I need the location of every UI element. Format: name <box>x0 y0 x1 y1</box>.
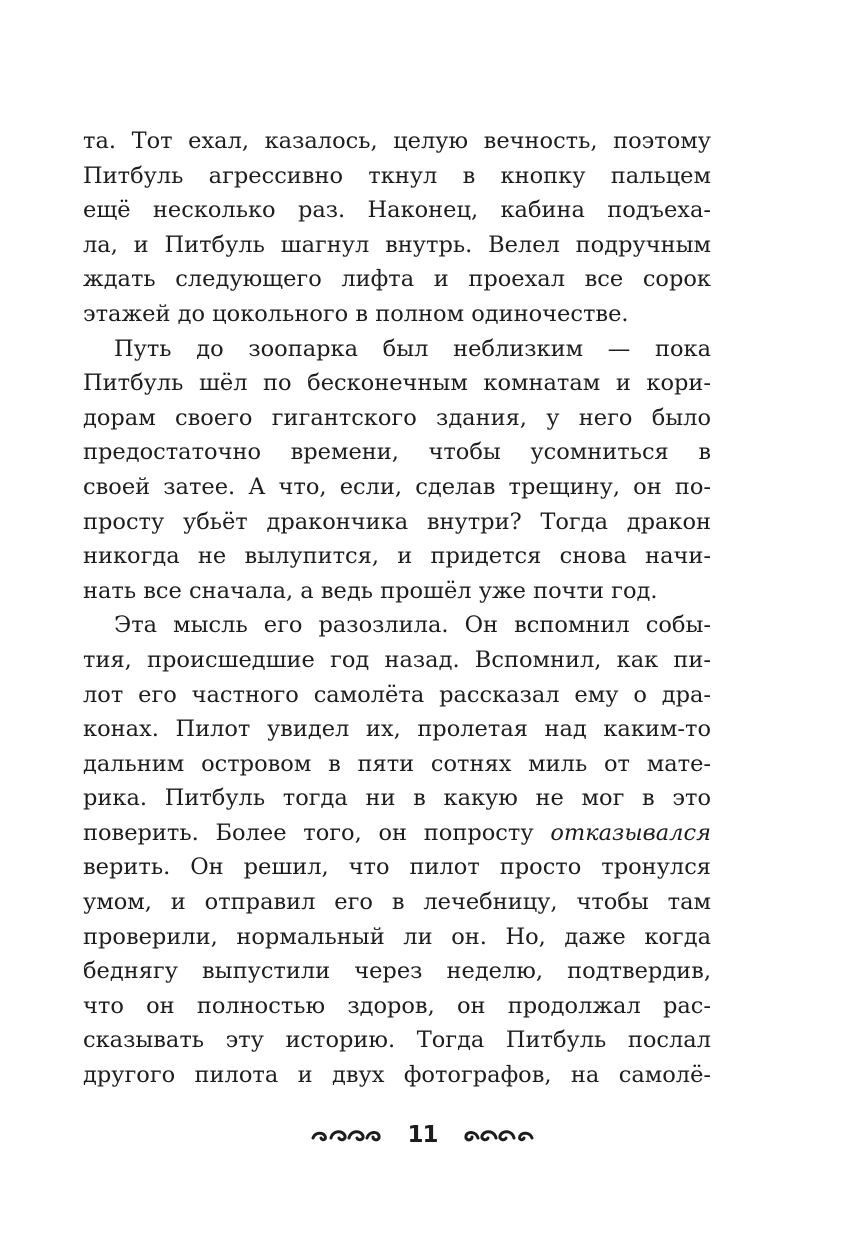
text-line: Питбуль агрессивно ткнул в кнопку пальцем <box>83 162 711 189</box>
text-line: ждать следующего лифта и проехал все сорок <box>83 266 711 293</box>
text-line: сказывать эту историю. Тогда Питбуль послал <box>83 1027 711 1054</box>
text-line: проверили, нормальный ли он. Но, даже когда <box>83 923 711 950</box>
page-number: 11 <box>407 1122 438 1148</box>
page-footer <box>0 1118 845 1152</box>
text-line: тия, происшедшие год назад. Вспомнил, как пи- <box>83 646 711 673</box>
text-line: просту убьёт дракончика внутри? Тогда дракон <box>83 508 711 535</box>
paragraph-start-line: Путь до зоопарка был неблизким — пока <box>114 335 711 362</box>
text-line: дальним островом в пяти сотнях миль от мате- <box>83 750 711 777</box>
text-line: умом, и отправил его в лечебницу, чтобы там <box>83 889 711 916</box>
swirl-ornament-icon <box>464 1126 534 1144</box>
text-line: лот его частного самолёта рассказал ему о дра- <box>83 681 711 708</box>
text-line: своей затее. А что, если, сделав трещину, он по- <box>83 473 711 500</box>
text-line: ла, и Питбуль шагнул внутрь. Велел подручным <box>83 231 711 258</box>
text-segment: поверить. Более того, он попросту <box>83 819 534 846</box>
swirl-ornament-icon <box>311 1126 381 1144</box>
text-line: ещё несколько раз. Наконец, кабина подъеха- <box>83 197 711 224</box>
text-line: дорам своего гигантского здания, у него было <box>83 404 711 431</box>
text-line: та. Тот ехал, казалось, целую вечность, поэтому <box>83 128 711 154</box>
text-line: беднягу выпустили через неделю, подтвердив, <box>83 958 711 985</box>
text-line: что он полностью здоров, он продолжал рас- <box>83 992 711 1019</box>
text-line: другого пилота и двух фотографов, на самолё- <box>83 1062 711 1089</box>
text-line: нать все сначала, а ведь прошёл уже почти год. <box>83 577 658 604</box>
text-line: рика. Питбуль тогда ни в какую не мог в это <box>83 785 711 812</box>
text-line: никогда не вылупится, и придется снова начи- <box>83 543 711 570</box>
emphasized-word: отказывался <box>550 819 711 846</box>
text-line: этажей до цокольного в полном одиночестве. <box>83 300 629 327</box>
text-line: Питбуль шёл по бесконечным комнатам и кори- <box>83 370 711 397</box>
paragraph-start-line: Эта мысль его разозлила. Он вспомнил собы- <box>114 612 711 639</box>
text-line-with-emphasis <box>83 816 711 851</box>
text-line: предостаточно времени, чтобы усомниться в <box>83 439 711 466</box>
text-line: конах. Пилот увидел их, пролетая над каким-то <box>83 716 711 743</box>
body-text <box>83 124 711 1093</box>
text-line: верить. Он решил, что пилот просто тронулся <box>83 854 711 881</box>
